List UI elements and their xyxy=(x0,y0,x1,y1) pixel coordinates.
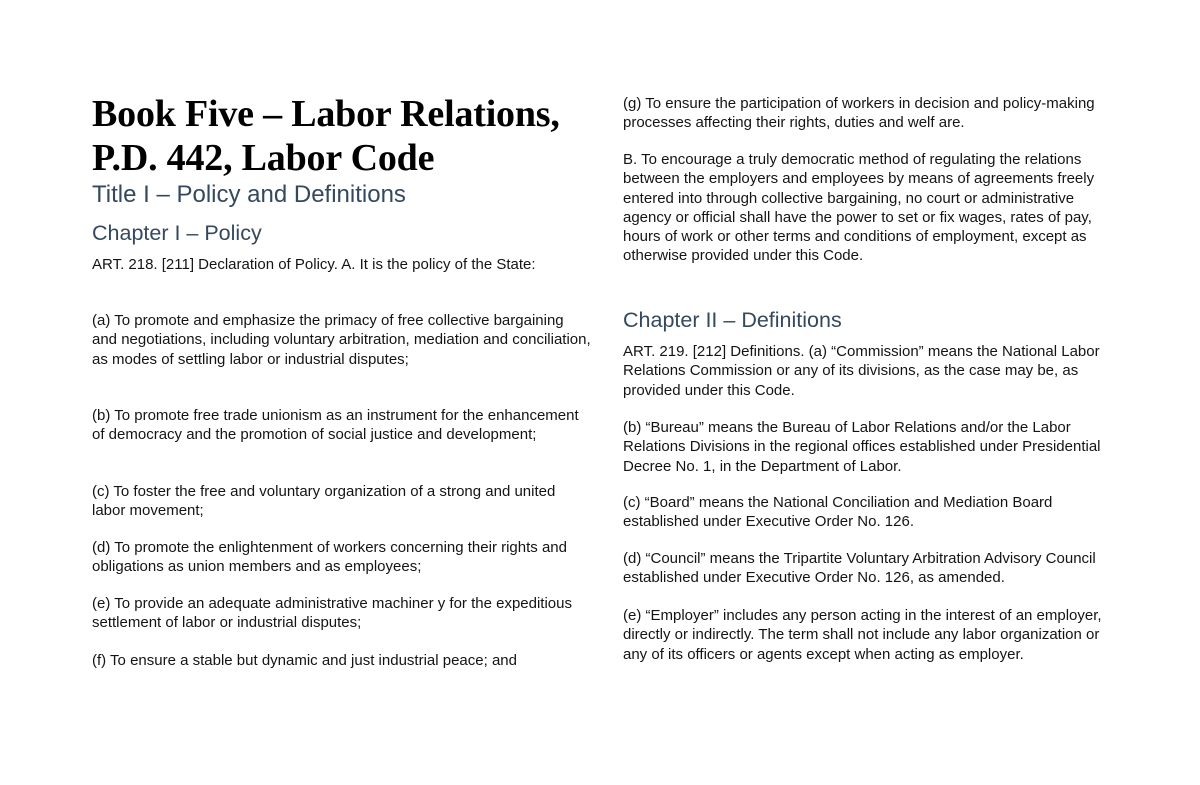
paragraph-art-219: ART. 219. [212] Definitions. (a) “Commission” means the National Labor Relations Commission or any of its divisions, as the case may be, as provided under this Code. xyxy=(623,343,1100,399)
paragraph-definition-c: (c) “Board” means the National Conciliation and Mediation Board established under Executive Order No. 126. xyxy=(623,494,1053,531)
book-title: Book Five – Labor Relations, P.D. 442, Labor Code xyxy=(92,93,560,179)
paragraph-definition-b: (b) “Bureau” means the Bureau of Labor Relations and/or the Labor Relations Divisions in the regional offices established under Presidential Decree No. 1, in the Department of Labor. xyxy=(623,419,1101,475)
paragraph-policy-e: (e) To provide an adequate administrative machiner y for the expeditious settlement of labor or industrial disputes; xyxy=(92,595,572,632)
title-heading: Title I – Policy and Definitions xyxy=(92,181,406,208)
paragraph-policy-d: (d) To promote the enlightenment of workers concerning their rights and obligations as union members and as employees; xyxy=(92,539,567,576)
paragraph-art-218: ART. 218. [211] Declaration of Policy. A. It is the policy of the State: xyxy=(92,256,536,273)
paragraph-definition-d: (d) “Council” means the Tripartite Voluntary Arbitration Advisory Council established under Executive Order No. 126, as amended. xyxy=(623,550,1096,587)
paragraph-policy-part-b: B. To encourage a truly democratic method of regulating the relations between the employers and employees by means of agreements freely entered into through collective bargaining, no court or administrative agency or official shall have the power to set or fix wages, rates of pay, hours of work or other terms and conditions of employment, except as otherwise provided under this Code. xyxy=(623,151,1095,265)
chapter-heading-definitions: Chapter II – Definitions xyxy=(623,308,842,332)
paragraph-policy-f: (f) To ensure a stable but dynamic and just industrial peace; and xyxy=(92,652,517,669)
paragraph-policy-g: (g) To ensure the participation of workers in decision and policy-making processes affecting their rights, duties and welf are. xyxy=(623,95,1095,132)
paragraph-definition-e: (e) “Employer” includes any person acting in the interest of an employer, directly or indirectly. The term shall not include any labor organization or any of its officers or agents except when acting as employer. xyxy=(623,607,1102,663)
paragraph-policy-a: (a) To promote and emphasize the primacy of free collective bargaining and negotiations, including voluntary arbitration, mediation and conciliation, as modes of settling labor or industrial disputes; xyxy=(92,312,591,368)
paragraph-policy-b: (b) To promote free trade unionism as an instrument for the enhancement of democracy and the promotion of social justice and development; xyxy=(92,407,579,444)
paragraph-policy-c: (c) To foster the free and voluntary organization of a strong and united labor movement; xyxy=(92,483,556,520)
chapter-heading-policy: Chapter I – Policy xyxy=(92,221,262,245)
